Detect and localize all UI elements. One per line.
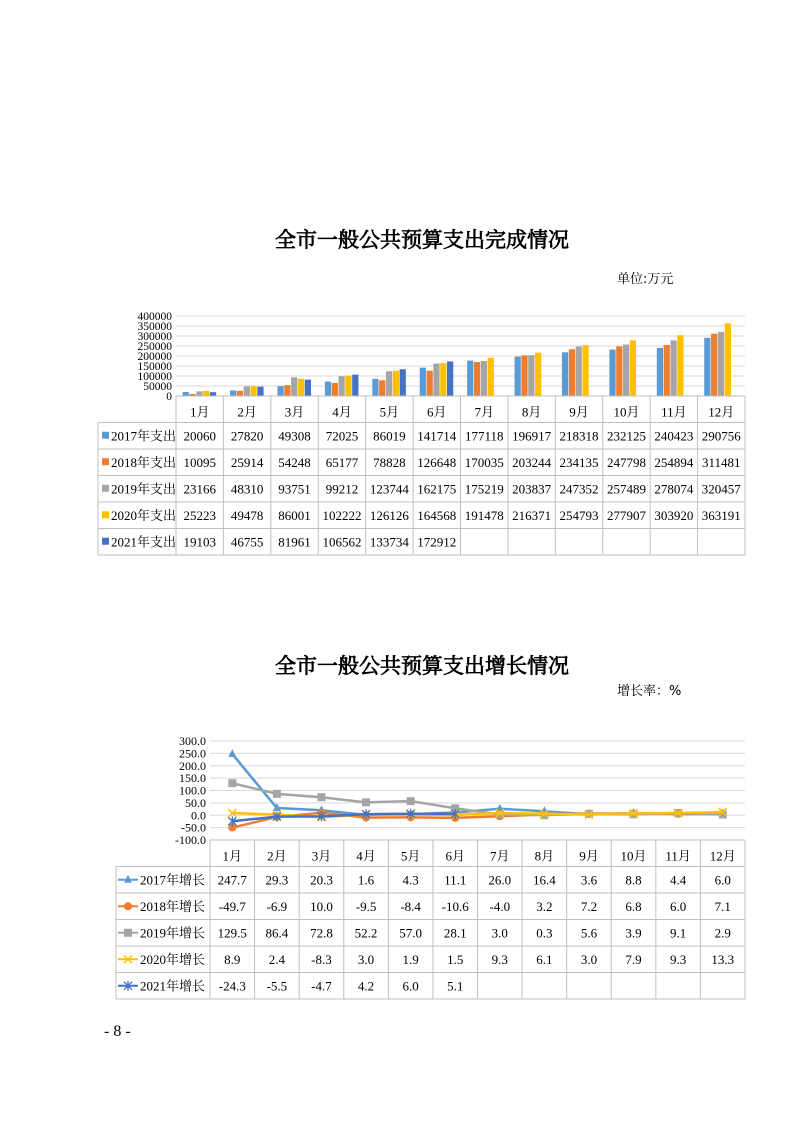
bar	[481, 361, 487, 396]
data-label: 278074	[654, 481, 694, 497]
data-label: -10.6	[441, 898, 469, 914]
x-tick-label: 5月	[379, 404, 400, 420]
bar	[474, 362, 480, 396]
data-label: 6.0	[670, 898, 687, 914]
x-tick-label: 6月	[427, 404, 447, 420]
bar	[576, 347, 582, 396]
data-label: 191478	[464, 507, 504, 523]
unit-label: 单位:万元	[617, 272, 674, 287]
bar	[528, 355, 534, 396]
legend-label: 2017年增长	[140, 872, 206, 888]
x-tick-label: 4月	[332, 404, 352, 420]
data-label: 106562	[322, 534, 362, 550]
data-label: 86019	[373, 428, 406, 444]
x-tick-label: 3月	[284, 404, 305, 420]
data-label: 11.1	[444, 872, 467, 888]
x-tick-label: 7月	[474, 404, 494, 420]
bar	[393, 371, 399, 396]
marker-square	[362, 798, 370, 806]
data-label: 57.0	[399, 925, 422, 941]
bar	[251, 386, 257, 396]
data-label: -4.7	[311, 978, 332, 994]
data-label: 10.0	[310, 898, 333, 914]
bar	[670, 340, 676, 396]
chart-title: 全市一般公共预算支出增长情况	[275, 653, 569, 678]
data-label: 247352	[559, 481, 599, 497]
marker-square	[317, 793, 325, 801]
bar	[630, 340, 636, 396]
bar	[664, 345, 670, 396]
data-label: -6.9	[266, 898, 288, 914]
x-tick-label: 9月	[569, 404, 589, 420]
bar	[467, 361, 473, 396]
x-tick-label: 9月	[579, 848, 599, 864]
bar	[400, 369, 406, 396]
x-tick-label: 7月	[490, 848, 510, 864]
data-label: 65177	[325, 454, 359, 470]
data-label: 46755	[230, 534, 264, 550]
data-label: -8.4	[400, 898, 421, 914]
legend-label: 2021年支出	[111, 534, 177, 550]
bar	[616, 346, 622, 396]
data-label: 48310	[230, 481, 264, 497]
data-label: 3.0	[357, 951, 375, 967]
y-tick-label: -50.0	[181, 820, 206, 835]
data-label: 4.4	[670, 872, 687, 888]
data-label: -5.5	[266, 978, 288, 994]
legend-label: 2019年支出	[111, 481, 177, 497]
data-label: 3.2	[536, 898, 553, 914]
data-label: 7.2	[580, 898, 598, 914]
data-label: 23166	[183, 481, 216, 497]
data-label: 172912	[417, 534, 457, 550]
data-label: 247.7	[217, 872, 247, 888]
data-label: 126648	[417, 454, 457, 470]
bar	[305, 380, 311, 396]
bar	[386, 371, 392, 396]
data-label: -24.3	[218, 978, 246, 994]
bar	[562, 352, 568, 396]
data-label: 9.1	[670, 925, 687, 941]
data-label: 20.3	[310, 872, 333, 888]
data-label: 218318	[559, 428, 599, 444]
data-label: 6.1	[536, 951, 553, 967]
data-label: 10095	[183, 454, 216, 470]
data-label: 4.3	[402, 872, 419, 888]
marker-circle	[124, 902, 132, 910]
y-tick-label: 200.0	[179, 758, 206, 773]
bar	[325, 382, 331, 396]
bar	[284, 385, 290, 396]
data-label: 49478	[230, 507, 264, 523]
data-label: 311481	[702, 454, 741, 470]
data-label: 16.4	[533, 872, 556, 888]
x-tick-label: 3月	[311, 848, 332, 864]
data-label: 203837	[512, 481, 552, 497]
x-tick-label: 10月	[613, 404, 640, 420]
bar	[420, 368, 426, 396]
bar	[230, 390, 236, 396]
expenditure-bar-chart	[97, 206, 747, 558]
data-label: -4.0	[489, 898, 511, 914]
data-label: 3.9	[625, 925, 642, 941]
x-tick-label: 6月	[445, 848, 465, 864]
data-label: 290756	[701, 428, 741, 444]
data-label: 1.6	[357, 872, 375, 888]
y-tick-label: 250.0	[179, 746, 206, 761]
bar	[298, 379, 304, 396]
page-number: - 8 -	[104, 1023, 131, 1040]
bar-chart-svg	[97, 206, 747, 558]
x-tick-label: 2月	[237, 404, 257, 420]
x-tick-label: 12月	[708, 404, 735, 420]
bar	[440, 363, 446, 396]
x-tick-label: 2月	[267, 848, 287, 864]
data-label: 133734	[369, 534, 409, 550]
bar	[244, 386, 250, 396]
data-label: 7.1	[714, 898, 731, 914]
y-tick-label: 50.0	[185, 795, 206, 810]
unit-label: 增长率：%	[617, 684, 682, 699]
data-label: 52.2	[354, 925, 378, 941]
line-chart-svg	[97, 632, 747, 998]
bar	[447, 361, 453, 396]
bar	[657, 348, 663, 396]
y-tick-label: 250000	[137, 341, 172, 353]
legend-label: 2019年增长	[140, 925, 206, 941]
data-label: 257489	[606, 481, 646, 497]
data-label: 9.3	[670, 951, 687, 967]
data-label: 6.0	[714, 872, 731, 888]
data-label: 141714	[417, 428, 457, 444]
legend-swatch	[102, 458, 109, 465]
data-label: 5.6	[580, 925, 598, 941]
x-tick-label: 10月	[620, 848, 647, 864]
legend-swatch	[102, 432, 109, 439]
bar	[210, 392, 216, 396]
data-label: 254894	[654, 454, 694, 470]
data-label: 19103	[183, 534, 216, 550]
data-label: 1.9	[402, 951, 419, 967]
bar	[352, 375, 358, 396]
legend-swatch	[102, 538, 109, 545]
data-label: 13.3	[711, 951, 735, 967]
data-label: 363191	[701, 507, 741, 523]
data-label: 303920	[654, 507, 694, 523]
data-label: 4.2	[357, 978, 375, 994]
y-tick-label: -100.0	[175, 833, 206, 847]
data-label: 1.5	[447, 951, 464, 967]
bar	[277, 386, 283, 396]
legend-label: 2020年增长	[140, 951, 206, 967]
data-label: 5.1	[447, 978, 464, 994]
bar	[677, 335, 683, 396]
data-label: 203244	[512, 454, 552, 470]
bar	[379, 380, 385, 396]
growth-line-chart	[97, 632, 747, 998]
bar	[711, 334, 717, 396]
data-label: -8.3	[311, 951, 332, 967]
legend-label: 2020年支出	[111, 507, 177, 523]
marker-square	[540, 811, 548, 819]
data-label: 49308	[278, 428, 311, 444]
data-label: 3.0	[580, 951, 598, 967]
data-label: 177118	[464, 428, 504, 444]
bar	[488, 358, 494, 396]
data-label: -49.7	[218, 898, 246, 914]
data-label: 86.4	[265, 925, 289, 941]
data-label: 6.0	[402, 978, 419, 994]
data-label: 102222	[322, 507, 362, 523]
bar	[203, 391, 209, 396]
bar	[704, 338, 710, 396]
data-label: 175219	[464, 481, 504, 497]
bar	[345, 376, 351, 396]
x-tick-label: 5月	[400, 848, 421, 864]
y-tick-label: 200000	[137, 351, 172, 363]
bar	[237, 391, 243, 396]
data-label: 86001	[278, 507, 311, 523]
data-label: 164568	[417, 507, 457, 523]
bar	[718, 332, 724, 396]
data-label: 28.1	[443, 925, 467, 941]
data-label: 8.9	[224, 951, 241, 967]
y-tick-label: 50000	[143, 381, 172, 393]
bar	[609, 350, 615, 396]
x-tick-label: 1月	[189, 404, 210, 420]
series-line	[232, 754, 722, 815]
data-label: 27820	[230, 428, 264, 444]
data-label: 196917	[512, 428, 552, 444]
data-label: -9.5	[355, 898, 377, 914]
y-tick-label: 350000	[137, 321, 172, 333]
y-tick-label: 100.0	[179, 783, 206, 798]
y-tick-label: 400000	[137, 311, 172, 323]
bar	[535, 353, 541, 396]
data-label: 3.0	[491, 925, 508, 941]
data-label: 7.9	[625, 951, 642, 967]
data-label: 99212	[325, 481, 359, 497]
data-label: 72025	[325, 428, 359, 444]
y-tick-label: 300.0	[179, 734, 206, 748]
data-label: 240423	[654, 428, 694, 444]
bar	[569, 349, 575, 396]
data-label: 54248	[278, 454, 311, 470]
data-label: 78828	[373, 454, 406, 470]
marker-square	[273, 790, 281, 798]
data-label: 254793	[559, 507, 599, 523]
bar	[196, 391, 202, 396]
data-label: 81961	[278, 534, 311, 550]
y-tick-label: 150.0	[179, 771, 206, 786]
bar	[623, 345, 629, 396]
data-label: 93751	[278, 481, 311, 497]
y-tick-label: 0.0	[191, 808, 206, 823]
bar	[332, 383, 338, 396]
bar	[291, 377, 297, 396]
marker-square	[407, 797, 415, 805]
chart-title: 全市一般公共预算支出完成情况	[275, 227, 569, 252]
bar	[372, 379, 378, 396]
marker-square	[124, 929, 132, 937]
data-label: 247798	[606, 454, 646, 470]
bar	[427, 371, 433, 396]
data-label: 6.8	[625, 898, 642, 914]
x-tick-label: 12月	[709, 848, 736, 864]
x-tick-label: 1月	[222, 848, 243, 864]
data-label: 232125	[606, 428, 646, 444]
data-label: 3.6	[580, 872, 598, 888]
data-label: 123744	[369, 481, 409, 497]
data-label: 8.8	[625, 872, 642, 888]
data-label: 20060	[183, 428, 216, 444]
bar	[725, 323, 731, 396]
data-label: 29.3	[265, 872, 289, 888]
legend-label: 2018年增长	[140, 898, 206, 914]
data-label: 234135	[559, 454, 599, 470]
bar	[339, 376, 345, 396]
data-label: 9.3	[491, 951, 508, 967]
data-label: 162175	[417, 481, 457, 497]
bar	[582, 345, 588, 396]
data-label: 26.0	[488, 872, 512, 888]
bar	[257, 387, 263, 396]
legend-label: 2021年增长	[140, 978, 206, 994]
y-tick-label: 100000	[137, 371, 172, 383]
marker-square	[228, 779, 236, 787]
data-label: 72.8	[310, 925, 333, 941]
legend-label: 2017年支出	[111, 428, 177, 444]
data-label: 2.9	[714, 925, 731, 941]
x-tick-label: 8月	[534, 848, 555, 864]
data-label: 129.5	[217, 925, 247, 941]
x-tick-label: 4月	[356, 848, 376, 864]
legend-swatch	[102, 485, 109, 492]
data-label: 170035	[464, 454, 504, 470]
data-label: 2.4	[268, 951, 285, 967]
data-label: 0.3	[536, 925, 553, 941]
bar	[515, 357, 521, 396]
legend-swatch	[102, 511, 109, 518]
data-label: 320457	[701, 481, 741, 497]
bar	[521, 355, 527, 396]
y-tick-label: 0	[166, 391, 172, 403]
data-label: 277907	[606, 507, 646, 523]
x-tick-label: 11月	[661, 404, 687, 420]
data-label: 126126	[369, 507, 409, 523]
data-label: 25914	[230, 454, 264, 470]
y-tick-label: 300000	[137, 331, 172, 343]
legend-label: 2018年支出	[111, 454, 177, 470]
bar	[183, 392, 189, 396]
data-label: 25223	[183, 507, 216, 523]
x-tick-label: 8月	[521, 404, 542, 420]
x-tick-label: 11月	[665, 848, 691, 864]
y-tick-label: 150000	[137, 361, 172, 373]
bar	[433, 364, 439, 396]
data-label: 216371	[512, 507, 552, 523]
